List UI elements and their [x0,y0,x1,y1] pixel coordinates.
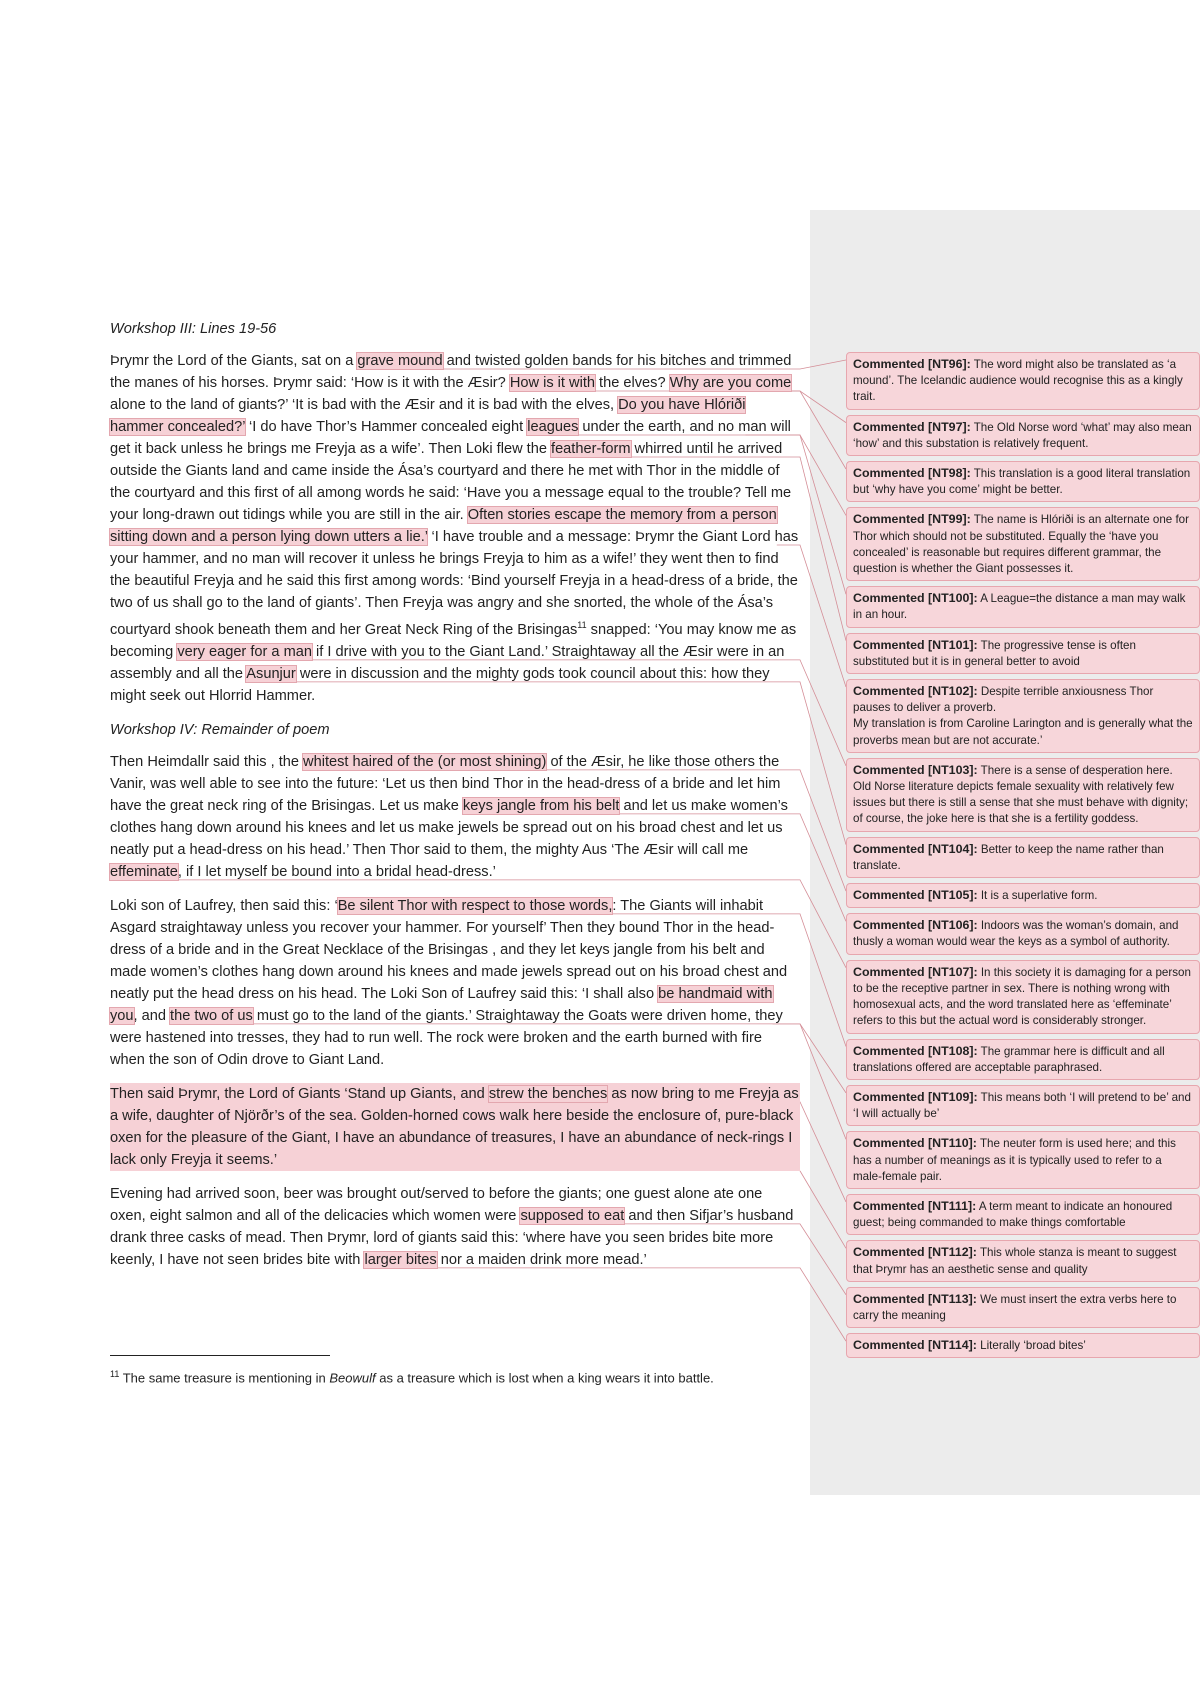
comment-body: This whole stanza is meant to suggest that Þrymr has an aesthetic sense and quality [853,1246,1177,1276]
comment-title: Commented [NT100]: [853,591,978,606]
comment-highlight-0[interactable]: grave mound [357,353,443,369]
text-run: Loki son of Laufrey, then said this: ‘ [110,897,338,914]
comment-balloon[interactable] [846,758,1200,832]
comment-balloon[interactable] [846,586,1200,627]
comment-balloon[interactable] [846,633,1200,674]
comment-body: A League=the distance a man may walk in an hour. [853,592,1186,622]
comment-title: Commented [NT105]: [853,888,978,903]
text-run: nor a maiden drink more mead.’ [436,1251,647,1268]
comment-highlight-14[interactable]: the two of us [170,1007,253,1024]
comments-list [846,352,1200,1363]
comment-title: Commented [NT112]: [853,1245,977,1260]
comment-balloon[interactable] [846,1131,1200,1189]
comment-highlight-12[interactable]: Be silent Thor with respect to those words, [337,897,613,914]
text-run: Then Heimdallr said this , the [110,753,304,770]
comment-body: The name is Hlóriði is an alternate one for Thor which should not be substituted. Equally the ‘have you concealed’ is reasonable but requires different grammar, the question is whether the Giant possesses it. [853,513,1189,576]
comment-body: There is a sense of desperation here. Old Norse literature depicts female sexuality with relatively few issues but there is still a sense that she must behave with dignity; of course, the joke here is that she is a fertility goddess. [853,763,1189,826]
comment-title: Commented [NT98]: [853,466,971,481]
comment-title: Commented [NT96]: [853,357,971,371]
text-run: , if I let myself be bound into a bridal head-dress.’ [177,863,496,880]
text-run: ‘I have trouble and a message: Þrymr the Giant Lord has your hammer, and no man will recover it unless he brings Freyja to him as a wife!’ they went then to find the beautiful Freyja and he said this first among words: ‘Bind yourself Freyja in a head-dress of a bride, the two of us shall go to the land of giants’. Then Freyja was angry and she snorted, the whole of the Ása’s courtyard shook beneath them and her Great Neck Ring of the Brisingas [110,529,799,638]
text-run: were in discussion and the mighty gods took council about this: how they might seek out Hlorrid Hammer. [110,665,770,704]
comment-highlight-2[interactable]: Why are you come [669,375,792,391]
comment-balloon[interactable] [846,1039,1200,1080]
comment-body: It is a superlative form. [977,889,1098,903]
footnote-text-before: The same treasure is mentioning in [119,1370,330,1386]
text-run: if I drive with you to the Giant Land.’ Straightaway all the Æsir were in an assembly and all the [110,643,785,682]
comment-body: The neuter form is used here; and this has a number of meanings as it is typically used to refer to a male-female pair. [853,1137,1176,1183]
comment-connector [800,1171,846,1248]
comment-highlight-15[interactable]: strew the benches [488,1085,608,1102]
paragraph-2[interactable] [110,751,800,883]
comment-balloon[interactable] [846,1287,1200,1328]
comment-balloon[interactable] [846,415,1200,456]
comment-title: Commented [NT97]: [853,419,971,434]
comment-body: The Old Norse word ‘what’ may also mean ‘how’ and this substation is relatively frequent. [853,420,1192,450]
comment-balloon[interactable] [846,1085,1200,1126]
text-run: and then Sifjar’s husband drank three casks of mead. Then Þrymr, lord of giants said this: ‘where have you seen brides bite more keenly, I have not seen brides bite with [110,1207,794,1268]
footnote-reference: 11 [577,620,587,630]
comment-balloon[interactable] [846,507,1200,581]
comment-balloon[interactable] [846,913,1200,954]
text-run: Then said Þrymr, the Lord of Giants ‘Stand up Giants, and [110,1085,489,1102]
text-run: whirred until he arrived outside the Giants land and came inside the Ása’s courtyard and there he met with Thor in the middle of the courtyard and this first of all among words he said: ‘Have you a message equal to the trouble? Tell me your long-drawn out tidings while you are still in the air. [110,441,792,523]
comment-title: Commented [NT103]: [853,762,978,777]
comment-body: Literally ‘broad bites’ [976,1339,1086,1353]
comment-body: In this society it is damaging for a person to be the receptive partner in sex. There is nothing wrong with homosexual acts, and the word translated here as ‘effeminate’ refers to this but the actual word is considerably stronger. [853,965,1191,1028]
comment-highlight-8[interactable]: Asunjur [246,665,296,682]
paragraph-3[interactable] [110,895,800,1071]
footnote-separator [110,1355,330,1356]
comment-highlight-7[interactable]: very eager for a man [177,643,312,660]
workshop-3-heading: Workshop III: Lines 19-56 [110,321,277,337]
text-run: , and [133,1007,171,1024]
footnote-text-after: as a treasure which is lost when a king wears it into battle. [375,1370,714,1386]
comment-balloon[interactable] [846,837,1200,878]
comment-body: We must insert the extra verbs here to carry the meaning [853,1292,1177,1322]
comment-title: Commented [NT114]: [853,1338,977,1353]
comment-highlight-1[interactable]: How is it with [509,375,595,391]
comment-highlight-17[interactable]: larger bites [364,1251,437,1268]
text-run: as now bring to me Freyja as a wife, daughter of Njörðr’s of the sea. Golden-horned cows walk here beside the enclosure of, pure-black oxen for the pleasure of the Giant, I have an abundance of treasures, I have an abundance of neck-rings I lack only Freyja it seems.’ [110,1085,799,1168]
comment-balloon[interactable] [846,1240,1200,1281]
comment-title: Commented [NT102]: [853,684,978,699]
text-run: under the earth, and no man will get it back unless he brings me Freyja as a wife’. Then Loki flew the [110,419,791,457]
comment-title: Commented [NT101]: [853,637,978,652]
text-run: alone to the land of giants?’ ‘It is bad with the Æsir and it is bad with the elves, [110,397,619,413]
paragraph-4[interactable] [110,1083,800,1171]
comment-balloon[interactable] [846,1333,1200,1358]
comment-title: Commented [NT111]: [853,1198,977,1213]
comment-balloon[interactable] [846,352,1200,410]
document-body[interactable] [110,318,800,1283]
text-run: and twisted golden bands for his bitches and trimmed the manes of his horses. Þrymr said: ‘How is it with the Æsir? [110,353,792,391]
comment-title: Commented [NT113]: [853,1291,977,1306]
paragraph-1[interactable] [110,350,800,707]
comment-title: Commented [NT108]: [853,1043,978,1058]
comment-body: The progressive tense is often substituted but it is in general better to avoid [853,638,1136,668]
comment-balloon[interactable] [846,1194,1200,1235]
comment-title: Commented [NT110]: [853,1136,977,1151]
footnote [110,1365,800,1387]
comment-body: This means both ‘I will pretend to be’ and ‘I will actually be’ [853,1090,1191,1121]
comment-highlight-10[interactable]: keys jangle from his belt [462,797,620,814]
footnote-italic-title: Beowulf [329,1370,376,1386]
comment-body: My translation is from Caroline Larington and is generally what the proverbs mean but are not accurate.’ [853,717,1193,747]
comment-highlight-11[interactable]: effeminate [110,863,178,880]
comment-body: The word might also be translated as ‘a mound’. The Icelandic audience would recognise this as a kingly trait. [853,358,1183,404]
workshop-4-heading: Workshop IV: Remainder of poem [110,721,330,738]
comment-title: Commented [NT104]: [853,841,978,856]
text-run: snapped: ‘You may know me as becoming [110,621,797,660]
comment-balloon[interactable] [846,679,1200,753]
comment-body: Better to keep the name rather than translate. [853,842,1164,872]
comment-body: A term meant to indicate an honoured guest; being commanded to make things comfortable [853,1199,1173,1230]
comment-body: Indoors was the woman’s domain, and thusly a woman would wear the keys as a symbol of authority. [853,919,1179,949]
comment-balloon[interactable] [846,461,1200,502]
text-run: must go to the land of the giants.’ Straightaway the Goats were driven home, they were hastened into tresses, they had to run well. The rock were broken and the earth burned with fire when the son of Odin drove to Giant Land. [110,1007,783,1068]
comment-body: Despite terrible anxiousness Thor pauses to deliver a proverb. [853,685,1154,715]
comment-highlight-5[interactable]: feather-form [551,441,631,457]
comment-title: Commented [NT99]: [853,512,971,527]
comment-body: This translation is a good literal translation but ‘why have you come’ might be better. [853,467,1191,497]
text-run: : The Giants will inhabit Asgard straightaway unless you recover your hammer. For yourself’ Then they bound Thor in the head-dress of a bride and in the Great Necklace of the Brisingas , and they let keys jangle from his belt and made women’s clothes hang down around his knees and made jewels spread out on his broad chest and neatly put the head dress on his head. The Loki Son of Laufrey said this: ‘I shall also [110,897,788,1002]
text-run: Evening had arrived soon, beer was brought out/served to before the giants; one guest alone ate one oxen, eight salmon and all of the delicacies which women were [110,1185,763,1224]
comment-title: Commented [NT107]: [853,964,978,979]
text-run: of the Æsir, he like those others the Vanir, was well able to see into the future: ‘Let us then bind Thor in the head-dress of a bride and let him have the great neck ring of the Brisingas. Let us make [110,753,781,814]
comment-highlight-16[interactable]: supposed to eat [520,1207,625,1224]
paragraph-5[interactable] [110,1183,800,1271]
comment-highlight-4[interactable]: leagues [527,419,579,435]
comment-title: Commented [NT109]: [853,1089,978,1104]
footnote-number: 11 [110,1369,120,1379]
comment-balloon[interactable] [846,883,1200,908]
comment-highlight-6[interactable]: Often stories escape the memory from a person sitting down and a person lying down utters a lie.’ [110,507,777,545]
text-run: the elves? [595,375,670,391]
comment-body: The grammar here is difficult and all translations offered are acceptable paraphrased. [853,1044,1165,1074]
comment-highlight-3[interactable]: Do you have Hlóriði hammer concealed?’ [110,397,746,435]
comment-highlight-13[interactable]: be handmaid with you [110,985,773,1024]
comment-highlight-9[interactable]: whitest haired of the (or most shining) [303,753,547,770]
text-run: and let us make women’s clothes hang down around his knees and let us make jewels be spread out on his broad chest and let us neatly put a head-dress on his head.’ Then Thor said to them, the mighty Aus ‘The Æsir will call me [110,797,788,858]
comment-balloon[interactable] [846,960,1200,1034]
text-run: Þrymr the Lord of the Giants, sat on a [110,353,358,369]
text-run: ‘I do have Thor’s Hammer concealed eight [244,419,528,435]
comment-title: Commented [NT106]: [853,918,978,933]
